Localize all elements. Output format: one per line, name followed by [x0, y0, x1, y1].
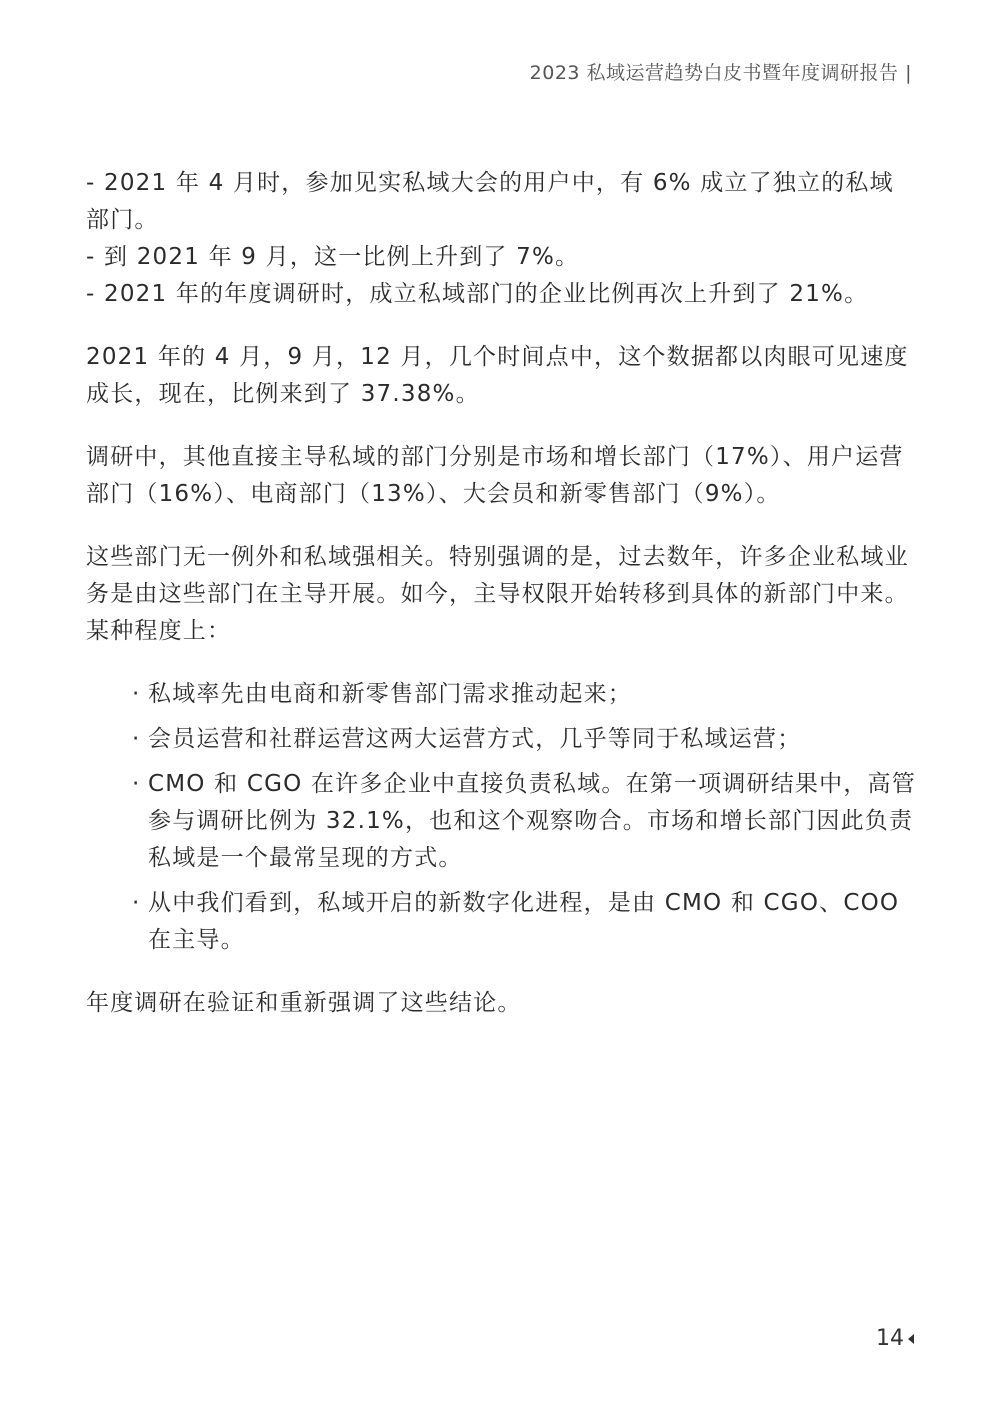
- bullet-item: · CMO 和 CGO 在许多企业中直接负责私域。在第一项调研结果中，高管参与调研比例为 32.1%，也和这个观察吻合。市场和增长部门因此负责私域是一个最常呈现的方式。: [86, 766, 916, 877]
- triangle-left-icon: [908, 1334, 914, 1344]
- paragraph-conclusion: 年度调研在验证和重新强调了这些结论。: [86, 990, 522, 1016]
- bullet-list: [86, 676, 916, 959]
- dash-line: - 2021 年的年度调研时，成立私域部门的企业比例再次上升到了 21%。: [86, 281, 869, 307]
- paragraph-departments: 调研中，其他直接主导私域的部门分别是市场和增长部门（17%）、用户运营部门（16%）、电商部门（13%）、大会员和新零售部门（9%）。: [86, 444, 904, 507]
- dash-line: - 到 2021 年 9 月，这一比例上升到了 7%。: [86, 244, 580, 270]
- dash-list: [86, 165, 916, 313]
- document-body: [86, 165, 916, 1022]
- bullet-item: · 私域率先由电商和新零售部门需求推动起来；: [86, 676, 916, 713]
- page-number: [876, 1326, 914, 1351]
- page-number-value: 14: [876, 1326, 904, 1351]
- bullet-item: · 从中我们看到，私域开启的新数字化进程，是由 CMO 和 CGO、COO 在主导。: [86, 885, 916, 959]
- bullet-item: · 会员运营和社群运营这两大运营方式，几乎等同于私域运营；: [86, 721, 916, 758]
- paragraph-shift: 这些部门无一例外和私域强相关。特别强调的是，过去数年，许多企业私域业务是由这些部门在主导开展。如今，主导权限开始转移到具体的新部门中来。某种程度上：: [86, 544, 909, 644]
- dash-line: - 2021 年 4 月时，参加见实私域大会的用户中，有 6% 成立了独立的私域部门。: [86, 170, 894, 233]
- paragraph-growth: 2021 年的 4 月，9 月，12 月，几个时间点中，这个数据都以肉眼可见速度成长，现在，比例来到了 37.38%。: [86, 344, 909, 407]
- page-header-title: 2023 私域运营趋势白皮书暨年度调研报告 |: [529, 62, 912, 84]
